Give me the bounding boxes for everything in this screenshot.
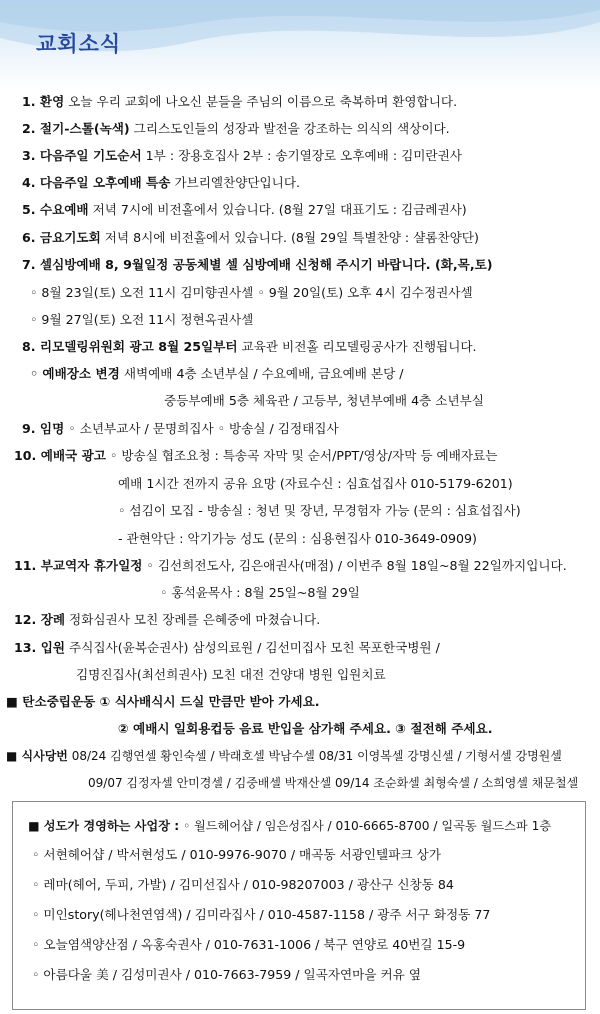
business-item-5: ◦ 오늘염색양산점 / 옥홍숙권사 / 010-7631-1006 / 북구 연양로 40번길 15-9 bbox=[32, 937, 466, 952]
business-item-4: ◦ 미인story(헤나천연염색) / 김미라집사 / 010-4587-1158 / 광주 서구 화정동 77 bbox=[32, 907, 491, 922]
announcement-8-detail-1: ◦ 예배장소 변경 새벽예배 4층 소년부실 / 수요예배, 금요예배 본당 / bbox=[30, 366, 404, 381]
business-item-3: ◦ 레마(헤어, 두피, 가발) / 김미선집사 / 010-98207003 / 광산구 신창동 84 bbox=[32, 877, 454, 892]
announcement-5: 5. 수요예배 저녁 7시에 비전홀에서 있습니다. (8월 27일 대표기도 : 김금례권사) bbox=[22, 202, 467, 217]
announcement-13: 13. 입원 주식집사(윤복순권사) 삼성의료원 / 김선미집사 모친 목포한국병원 / bbox=[14, 640, 440, 655]
announcement-8: 8. 리모델링위원회 광고 8월 25일부터 교육관 비전홀 리모델링공사가 진행됩니다. bbox=[22, 339, 477, 354]
business-item-6: ◦ 아름다울 美 / 김성미권사 / 010-7663-7959 / 일곡자연마을 커유 옆 bbox=[32, 967, 421, 982]
announcement-11-detail: ◦ 홍석윤목사 : 8월 25일~8월 29일 bbox=[160, 585, 360, 600]
announcement-8-detail-2: 중등부예배 5층 체육관 / 고등부, 청년부예배 4층 소년부실 bbox=[164, 393, 484, 408]
announcement-10-detail-3: - 관현악단 : 악기가능 성도 (문의 : 심용현집사 010-3649-0909) bbox=[118, 531, 477, 546]
announcement-7: 7. 셀심방예배 8, 9월일정 공동체별 셀 심방예배 신청해 주시기 바랍니다. (화,목,토) bbox=[22, 257, 493, 272]
announcement-1: 1. 환영 오늘 우리 교회에 나오신 분들을 주님의 이름으로 축복하며 환영합니다. bbox=[22, 94, 458, 109]
announcement-7-detail-2: ◦ 9월 27일(토) 오전 11시 정현옥권사셀 bbox=[30, 312, 254, 327]
announcement-3: 3. 다음주일 기도순서 1부 : 장용호집사 2부 : 송기열장로 오후예배 : 김미란권사 bbox=[22, 148, 462, 163]
page-title: 교회소식 bbox=[36, 32, 122, 56]
carbon-neutral-campaign-2: ② 예배시 일회용컵등 음료 반입을 삼가해 주세요. ③ 절전해 주세요. bbox=[118, 721, 493, 736]
announcement-6: 6. 금요기도회 저녁 8시에 비전홀에서 있습니다. (8월 29일 특별찬양 : 샬롬찬양단) bbox=[22, 230, 479, 245]
announcement-12: 12. 장례 정화심권사 모친 장례를 은혜중에 마쳤습니다. bbox=[14, 612, 321, 627]
business-item-1: ■ 성도가 경영하는 사업장 : ◦ 월드헤어샵 / 임은성집사 / 010-6665-8700 / 일곡동 월드스파 1층 bbox=[28, 819, 552, 833]
announcement-4: 4. 다음주일 오후예배 특송 가브리엘찬양단입니다. bbox=[22, 175, 301, 190]
carbon-neutral-campaign: ■ 탄소중립운동 ① 식사배식시 드실 만큼만 받아 가세요. bbox=[6, 694, 320, 709]
announcement-9: 9. 임명 ◦ 소년부교사 / 문명희집사 ◦ 방송실 / 김정태집사 bbox=[22, 421, 339, 436]
announcement-10-detail-2: ◦ 섬김이 모집 - 방송실 : 청년 및 장년, 무경험자 가능 (문의 : 심효섭집사) bbox=[118, 503, 521, 518]
announcement-11: 11. 부교역자 휴가일정 ◦ 김선희전도사, 김은애권사(매점) / 이번주 8월 18일~8월 22일까지입니다. bbox=[14, 558, 567, 573]
meal-duty-2: 09/07 김정자셀 안미경셀 / 김중배셀 박재산셀 09/14 조순화셀 최형숙셀 / 소희영셀 채문철셀 bbox=[88, 776, 579, 790]
announcement-13-detail: 김명진집사(최선희권사) 모친 대전 건양대 병원 입원치료 bbox=[76, 667, 386, 682]
business-item-2: ◦ 서현헤어샵 / 박서현성도 / 010-9976-9070 / 매곡동 서광인텔파크 상가 bbox=[32, 847, 441, 862]
announcement-10: 10. 예배국 광고 ◦ 방송실 협조요청 : 특송곡 자막 및 순서/PPT/영상/자막 등 예배자료는 bbox=[14, 448, 498, 463]
announcement-2: 2. 절기-스톨(녹색) 그리스도인들의 성장과 발전을 강조하는 의식의 색상이다. bbox=[22, 121, 450, 136]
meal-duty: ■ 식사당번 08/24 김행연셀 황인숙셀 / 박래호셀 박남수셀 08/31 이영복셀 강명신셀 / 기형서셀 강명원셀 bbox=[6, 749, 562, 763]
announcement-10-detail-1: 예배 1시간 전까지 공유 요망 (자료수신 : 심효섭집사 010-5179-6201) bbox=[118, 476, 513, 491]
announcement-7-detail-1: ◦ 8월 23일(토) 오전 11시 김미향권사셀 ◦ 9월 20일(토) 오후 4시 김수정권사셀 bbox=[30, 285, 473, 300]
